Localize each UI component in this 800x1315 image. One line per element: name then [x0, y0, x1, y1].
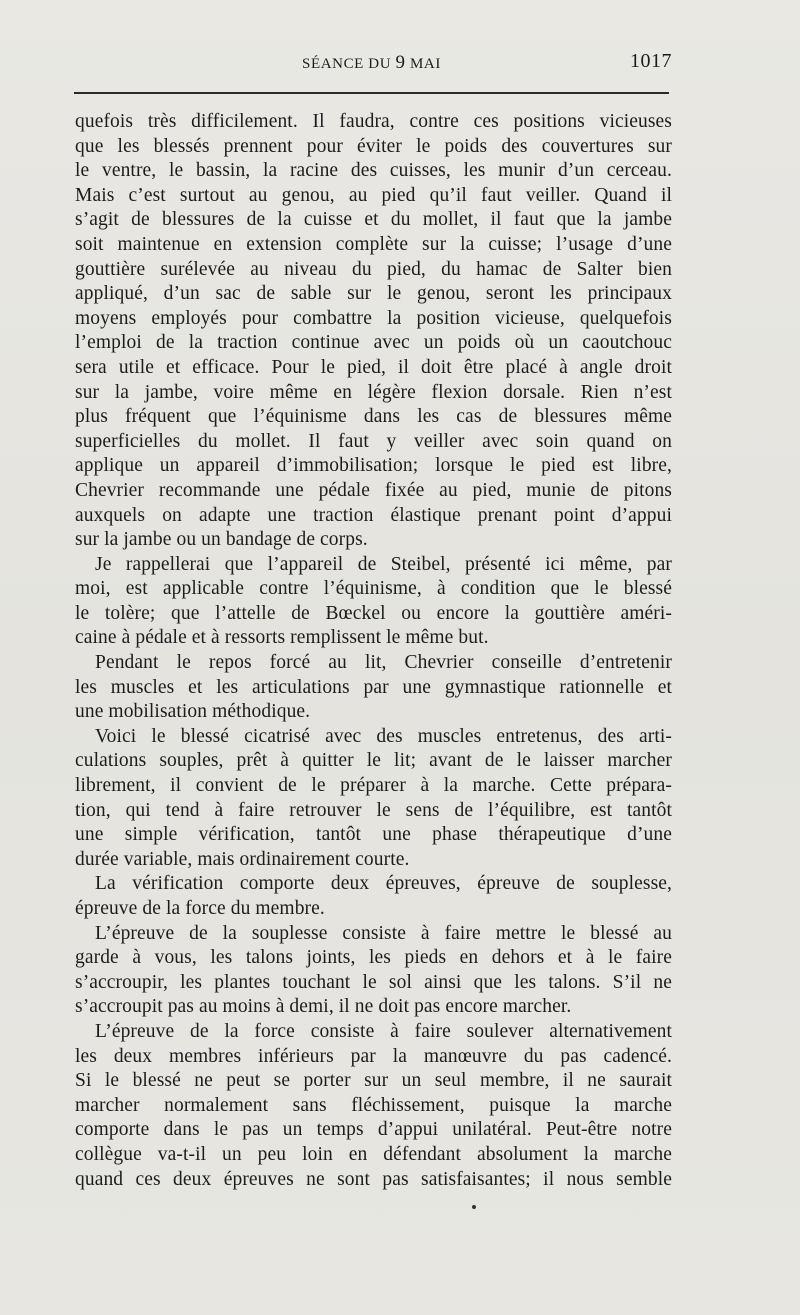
print-speck [472, 1205, 476, 1209]
text-line: tion, qui tend à faire retrouver le sens de l’équilibre, est tantôt [75, 799, 672, 821]
text-line: sera utile et efficace. Pour le pied, il doit être placé à angle droit [75, 356, 672, 378]
text-line: s’accroupir, les plantes touchant le sol ainsi que les talons. S’il ne [75, 971, 672, 993]
text-line: Si le blessé ne peut se porter sur un seul membre, il ne saurait [75, 1070, 672, 1092]
text-line: les deux membres inférieurs par la manœuvre du pas cadencé. [75, 1045, 672, 1067]
running-title-day: 9 [395, 52, 406, 73]
running-title-prefix: SÉANCE DU [302, 56, 396, 72]
text-line: Chevrier recommande une pédale fixée au pied, munie de pitons [75, 479, 672, 501]
text-line: garde à vous, les talons joints, les pieds en dehors et à le faire [75, 947, 672, 969]
text-line: Voici le blessé cicatrisé avec des muscles entretenus, des arti- [95, 725, 672, 747]
text-line: épreuve de la force du membre. [75, 898, 325, 919]
text-line: caine à pédale et à ressorts remplissent le même but. [75, 627, 489, 649]
running-title [302, 52, 441, 74]
page-number: 1017 [630, 50, 672, 72]
text-line: librement, il convient de le préparer à la marche. Cette prépara- [75, 775, 672, 797]
text-line: durée variable, mais ordinairement courte. [75, 848, 410, 870]
text-line: moi, est applicable contre l’équinisme, à condition que le blessé [75, 578, 672, 600]
text-line: Pendant le repos forcé au lit, Chevrier conseille d’entretenir [95, 652, 672, 674]
text-line: quand ces deux épreuves ne sont pas satisfaisantes; il nous semble [75, 1168, 672, 1190]
text-line: le ventre, le bassin, la racine des cuisses, les munir d’un cerceau. [75, 160, 672, 182]
text-line: superficielles du mollet. Il faut y veiller avec soin quand on [75, 430, 672, 452]
text-line: L’épreuve de la force consiste à faire soulever alternativement [95, 1020, 672, 1042]
text-line: marcher normalement sans fléchissement, puisque la marche [75, 1094, 672, 1116]
text-line: auxquels on adapte une traction élastique prenant point d’appui [75, 504, 672, 526]
running-title-suffix: MAI [405, 56, 441, 72]
text-line: plus fréquent que l’équinisme dans les cas de blessures même [75, 406, 672, 428]
text-line: une simple vérification, tantôt une phase thérapeutique d’une [75, 824, 672, 846]
text-line: les muscles et les articulations par une gymnastique rationnelle et [75, 676, 672, 698]
text-line: L’épreuve de la souplesse consiste à faire mettre le blessé au [95, 922, 672, 944]
text-line: sur la jambe ou un bandage de corps. [75, 529, 368, 551]
header-rule [74, 92, 669, 94]
text-line: Je rappellerai que l’appareil de Steibel, présenté ici même, par [95, 553, 672, 575]
text-line: l’emploi de la traction continue avec un poids où un caoutchouc [75, 332, 672, 354]
text-line: s’accroupit pas au moins à demi, il ne doit pas encore marcher. [75, 996, 572, 1018]
text-line: comporte dans le pas un temps d’appui unilatéral. Peut-être notre [75, 1119, 672, 1141]
text-line: gouttière surélevée au niveau du pied, du hamac de Salter bien [75, 258, 672, 280]
text-line: appliqué, d’un sac de sable sur le genou, seront les principaux [75, 283, 672, 305]
text-line: culations souples, prêt à quitter le lit; avant de le laisser marcher [75, 750, 672, 772]
text-line: une mobilisation méthodique. [75, 701, 311, 723]
text-line: s’agit de blessures de la cuisse et du mollet, il faut que la jambe [75, 209, 672, 231]
text-line: moyens employés pour combattre la position vicieuse, quelquefois [75, 307, 672, 329]
text-line: collègue va-t-il un peu loin en défendant absolument la marche [75, 1143, 672, 1165]
text-line: sur la jambe, voire même en légère flexion dorsale. Rien n’est [75, 381, 672, 403]
text-line: applique un appareil d’immobilisation; lorsque le pied est libre, [75, 455, 672, 477]
text-line: La vérification comporte deux épreuves, épreuve de souplesse, [95, 873, 672, 895]
text-line: soit maintenue en extension complète sur la cuisse; l’usage d’une [75, 233, 672, 255]
page-header [74, 50, 672, 76]
text-line: le tolère; que l’attelle de Bœckel ou encore la gouttière améri- [75, 602, 672, 624]
text-line: quefois très difficilement. Il faudra, contre ces positions vicieuses [75, 111, 672, 132]
text-line: Mais c’est surtout au genou, au pied qu’il faut veiller. Quand il [75, 184, 672, 206]
text-line: que les blessés prennent pour éviter le poids des couvertures sur [75, 135, 672, 157]
body-text [75, 110, 672, 1192]
